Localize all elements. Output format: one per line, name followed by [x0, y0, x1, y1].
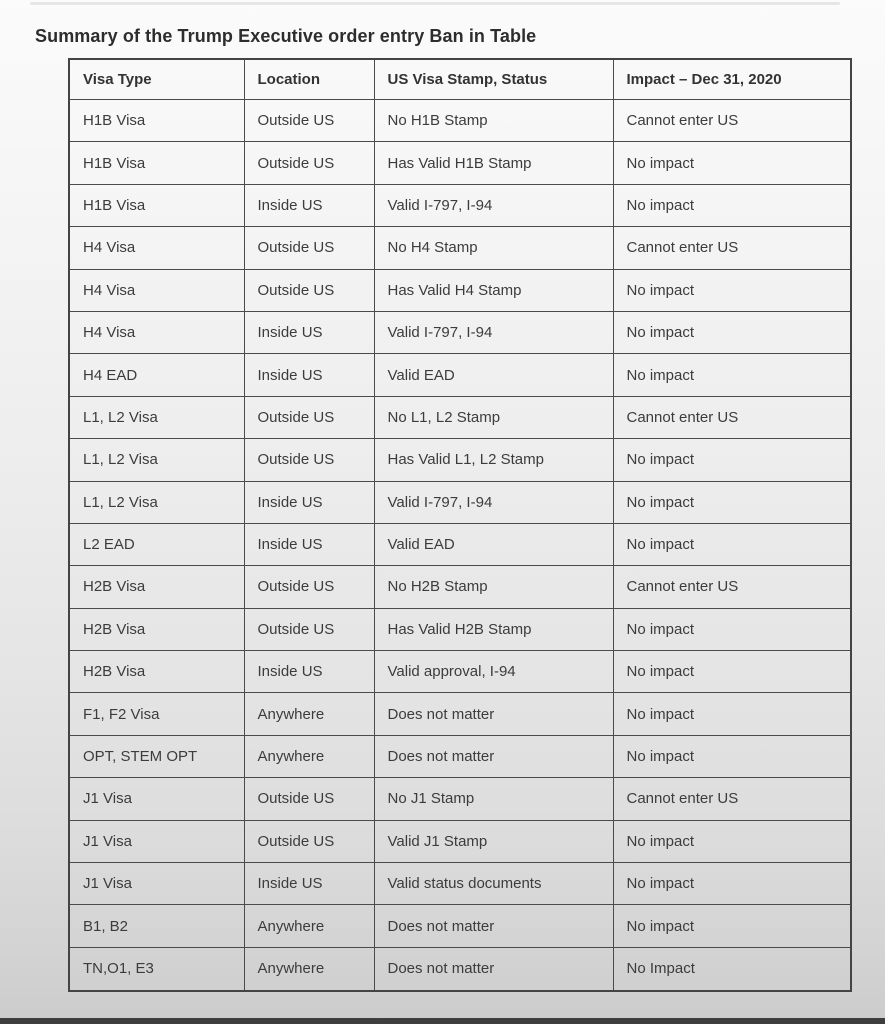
table-cell: No impact	[613, 608, 851, 650]
table-row	[69, 184, 851, 226]
table-cell: Has Valid H1B Stamp	[374, 142, 613, 184]
table-cell: No L1, L2 Stamp	[374, 396, 613, 438]
table-cell: Valid EAD	[374, 354, 613, 396]
table-cell: No impact	[613, 354, 851, 396]
table-row	[69, 608, 851, 650]
table-cell: Outside US	[244, 608, 374, 650]
table-cell: Cannot enter US	[613, 396, 851, 438]
table-cell: Inside US	[244, 651, 374, 693]
table-row	[69, 566, 851, 608]
table-cell: Has Valid H2B Stamp	[374, 608, 613, 650]
table-cell: No impact	[613, 905, 851, 947]
table-cell: H1B Visa	[69, 100, 244, 142]
table-cell: Has Valid L1, L2 Stamp	[374, 439, 613, 481]
column-header-location: Location	[244, 59, 374, 100]
table-cell: No impact	[613, 184, 851, 226]
table-cell: No J1 Stamp	[374, 778, 613, 820]
table-cell: No impact	[613, 863, 851, 905]
table-body	[69, 100, 851, 992]
table-row	[69, 481, 851, 523]
table-row	[69, 100, 851, 142]
table-cell: Outside US	[244, 820, 374, 862]
table-cell: Anywhere	[244, 947, 374, 991]
table-cell: Inside US	[244, 481, 374, 523]
table-cell: J1 Visa	[69, 820, 244, 862]
table-cell: H2B Visa	[69, 566, 244, 608]
table-cell: No impact	[613, 481, 851, 523]
table-cell: L1, L2 Visa	[69, 396, 244, 438]
table-cell: Valid I-797, I-94	[374, 184, 613, 226]
table-cell: Does not matter	[374, 693, 613, 735]
table-cell: L2 EAD	[69, 523, 244, 565]
table-cell: No impact	[613, 523, 851, 565]
table-cell: Does not matter	[374, 947, 613, 991]
table-row	[69, 523, 851, 565]
table-cell: B1, B2	[69, 905, 244, 947]
table-cell: Anywhere	[244, 735, 374, 777]
table-cell: H4 Visa	[69, 227, 244, 269]
table-row	[69, 820, 851, 862]
table-cell: Cannot enter US	[613, 778, 851, 820]
table-cell: No impact	[613, 142, 851, 184]
table-cell: No H2B Stamp	[374, 566, 613, 608]
table-cell: Cannot enter US	[613, 227, 851, 269]
table-cell: Inside US	[244, 184, 374, 226]
table-cell: No Impact	[613, 947, 851, 991]
scan-artifact-strip	[30, 2, 840, 5]
table-cell: No impact	[613, 693, 851, 735]
table-cell: L1, L2 Visa	[69, 481, 244, 523]
table-cell: H1B Visa	[69, 184, 244, 226]
table-cell: TN,O1, E3	[69, 947, 244, 991]
table-row	[69, 947, 851, 991]
table-cell: No impact	[613, 269, 851, 311]
table-cell: No impact	[613, 439, 851, 481]
table-cell: No H1B Stamp	[374, 100, 613, 142]
table-cell: No impact	[613, 735, 851, 777]
table-cell: No impact	[613, 820, 851, 862]
table-cell: Cannot enter US	[613, 566, 851, 608]
table-cell: Has Valid H4 Stamp	[374, 269, 613, 311]
table-cell: Outside US	[244, 227, 374, 269]
table-cell: Outside US	[244, 566, 374, 608]
table-row	[69, 905, 851, 947]
table-cell: Outside US	[244, 142, 374, 184]
table-cell: Does not matter	[374, 735, 613, 777]
table-cell: H1B Visa	[69, 142, 244, 184]
table-cell: Outside US	[244, 439, 374, 481]
table-cell: No impact	[613, 311, 851, 353]
table-row	[69, 439, 851, 481]
table-row	[69, 863, 851, 905]
table-cell: L1, L2 Visa	[69, 439, 244, 481]
column-header-impact: Impact – Dec 31, 2020	[613, 59, 851, 100]
table-row	[69, 311, 851, 353]
table-cell: Valid EAD	[374, 523, 613, 565]
table-row	[69, 778, 851, 820]
table-row	[69, 354, 851, 396]
table-cell: No impact	[613, 651, 851, 693]
table-row	[69, 142, 851, 184]
column-header-stamp-status: US Visa Stamp, Status	[374, 59, 613, 100]
table-cell: F1, F2 Visa	[69, 693, 244, 735]
table-cell: H4 Visa	[69, 311, 244, 353]
table-header	[69, 59, 851, 100]
table-cell: H2B Visa	[69, 651, 244, 693]
table-cell: Valid status documents	[374, 863, 613, 905]
visa-impact-table	[68, 58, 852, 992]
table-cell: H4 EAD	[69, 354, 244, 396]
column-header-visa-type: Visa Type	[69, 59, 244, 100]
table-row	[69, 227, 851, 269]
table-row	[69, 735, 851, 777]
table-cell: H2B Visa	[69, 608, 244, 650]
table-cell: Outside US	[244, 778, 374, 820]
table-cell: Outside US	[244, 100, 374, 142]
table-cell: No H4 Stamp	[374, 227, 613, 269]
table-row	[69, 651, 851, 693]
table-cell: Inside US	[244, 354, 374, 396]
table-cell: H4 Visa	[69, 269, 244, 311]
table-cell: Cannot enter US	[613, 100, 851, 142]
header-row	[69, 59, 851, 100]
table-cell: Anywhere	[244, 693, 374, 735]
page-title: Summary of the Trump Executive order entry Ban in Table	[35, 26, 537, 47]
table-cell: Inside US	[244, 863, 374, 905]
table-cell: J1 Visa	[69, 778, 244, 820]
table-row	[69, 693, 851, 735]
table-cell: Valid I-797, I-94	[374, 481, 613, 523]
table-cell: J1 Visa	[69, 863, 244, 905]
table-cell: Outside US	[244, 269, 374, 311]
table-cell: Does not matter	[374, 905, 613, 947]
table-cell: Anywhere	[244, 905, 374, 947]
bottom-dark-bar	[0, 1018, 885, 1024]
table-row	[69, 269, 851, 311]
table-row	[69, 396, 851, 438]
table-cell: Valid approval, I-94	[374, 651, 613, 693]
table-cell: Valid I-797, I-94	[374, 311, 613, 353]
table-cell: OPT, STEM OPT	[69, 735, 244, 777]
table-cell: Outside US	[244, 396, 374, 438]
table-cell: Inside US	[244, 523, 374, 565]
table-cell: Valid J1 Stamp	[374, 820, 613, 862]
table-cell: Inside US	[244, 311, 374, 353]
